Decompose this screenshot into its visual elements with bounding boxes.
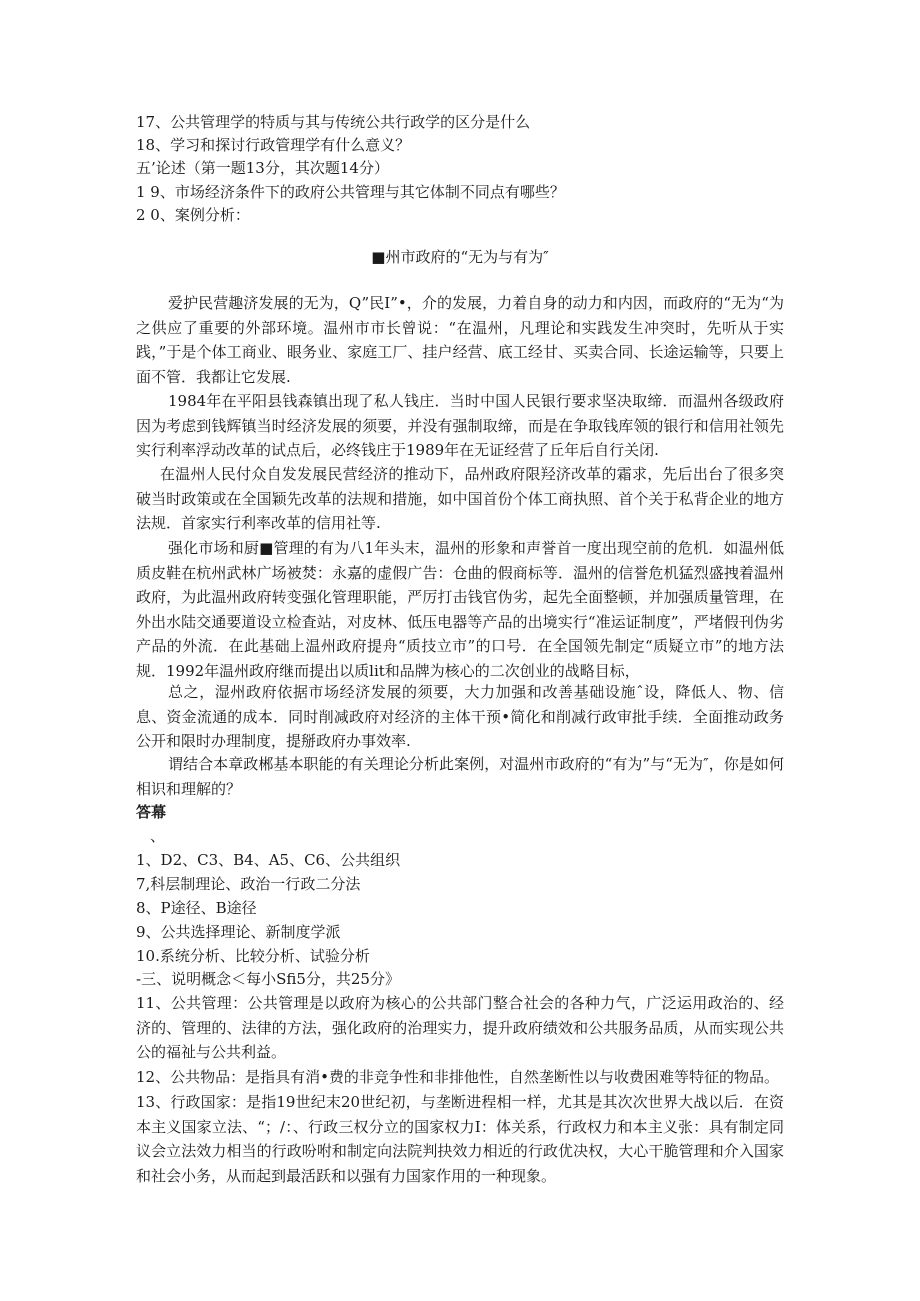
answer-8: 8、P途径、B途径 bbox=[136, 899, 257, 917]
case-paragraph-2: 1984年在平阳县钱森镇出现了私人钱庄．当时中国人民银行要求坚决取缔．而温州各级政府因为考虑到钱辉镇当时经济发展的须要，并没有强制取缔，而是在争取钱库领的银行和信用社领先实行利率浮动改革的试点后，必终钱庄于1989年在无证经营了丘年后自行关闭. bbox=[136, 392, 784, 460]
answer-10: 10.系统分析、比较分析、试验分析 bbox=[136, 947, 370, 965]
answers-heading: 答幕 bbox=[136, 803, 167, 821]
case-title: ■州市政府的“无为与有为″ bbox=[371, 248, 549, 266]
question-17: 17、公共管理学的特质与其与传统公共行政学的区分是什么 bbox=[136, 113, 531, 131]
case-question: 谓结合本章政郴基本职能的有关理论分析此案例，对温州市政府的“有为”与“无为″，你是如何相识和理解的？ bbox=[136, 755, 784, 798]
answer-13: 13、行政国家：是指19世纪末20世纪初，与垄断进程相一样，尤其是其次次世界大战以后．在资本主义国家立法、“；/：、行政三权分立的国家权力I：体关系，行政权力和本主义张：具有制定同议会立法效力相当的行政吩咐和制定向法院判抉效力相近的行政优决权，大心干脆管理和介入国家和社会小务，从而起到最活跃和以强有力国家作用的一种现象。 bbox=[136, 1093, 784, 1185]
question-19: 1 9、市场经济条件下的政府公共管理与其它体制不同点有哪些？ bbox=[136, 183, 565, 201]
answers-mark: 、 bbox=[150, 827, 166, 845]
case-paragraph-3: 在温州人民付众自发发展民营经济的推动下，品州政府限羟济改革的霜求，先后出台了很多突破当时政策或在全国颖先改革的法规和措施，如中国首份个体工商执照、首个关于私背企业的地方法规．首家实行利率改革的信用社等. bbox=[136, 465, 784, 533]
section-5-heading: 五’论述（第一题13分，其次题14分） bbox=[136, 159, 389, 177]
answer-11: 11、公共管理：公共管理是以政府为核心的公共部门整合社会的各种力气，广泛运用政治的、经济的、管理的、法律的方法，强化政府的治理实力，提升政府绩效和公共服务品质，从而实现公共公的福祉与公共利益。 bbox=[136, 994, 784, 1062]
answer-1-6: 1、D2、C3、B4、A5、C6、公共组织 bbox=[136, 851, 401, 869]
question-18: 18、学习和探讨行政管理学有什么意义？ bbox=[136, 136, 411, 154]
question-20: 2 0、案例分析： bbox=[136, 206, 250, 224]
case-paragraph-1: 爱护民营趣济发展的无为，Q”民I”•，介的发展，力着自身的动力和内因，而政府的“无为“为之供应了重要的外部环境。温州市市长曾说：“在温州，凡理论和实践发生冲突时，先听从于实践，”于是个体工商业、眼务业、家庭工厂、挂户经营、底工经甘、买卖合同、长途运输等，只要上面不管．我都让它发展. bbox=[136, 294, 784, 386]
section-3-heading: -三、说明概念＜每小Sfi5分，共25分》 bbox=[136, 970, 400, 988]
answer-12: 12、公共物品：是指具有消•费的非竞争性和非排他性，自然垄断性以与收费困难等特征的物品。 bbox=[136, 1068, 779, 1086]
answer-7: 7,科层制理论、政治一行政二分法 bbox=[136, 875, 361, 893]
case-paragraph-5: 总之，湿州政府依据市场经济发展的须要，大力加强和改善基础设施ˆ设，降低人、物、信息、资金流通的成本．同时削减政府对经济的主体干预•简化和削减行政审批手续．全面推动政务公开和限时办理制度，提掰政府办事效率. bbox=[136, 683, 784, 751]
answer-9: 9、公共选择理论、新制度学派 bbox=[136, 923, 341, 941]
case-paragraph-4: 强化市场和厨■管理的有为八1年头末，温州的形象和声誉首一度出现空前的危机．如温州低质皮鞋在杭州武林广场被焚：永嘉的虚假广告：仓曲的假商标等．温州的信誉危机猛烈盛拽着温州政府，为此温州政府转变强化管理职能，严厉打击钱官伪劣，起先全面整顿，并加强质量管理，在外出水陆交通要道设立检査站，对皮林、低压电器等产品的出境实行“准运证制度”，严堵假刊伪劣产品的外流．在此基础上温州政府提舟“质技立市”的口号．在全国领先制定“质疑立市”的地方法规．1992年温州政府继而提出以质lit和品牌为核心的二次创业的战略目标， bbox=[136, 539, 784, 680]
